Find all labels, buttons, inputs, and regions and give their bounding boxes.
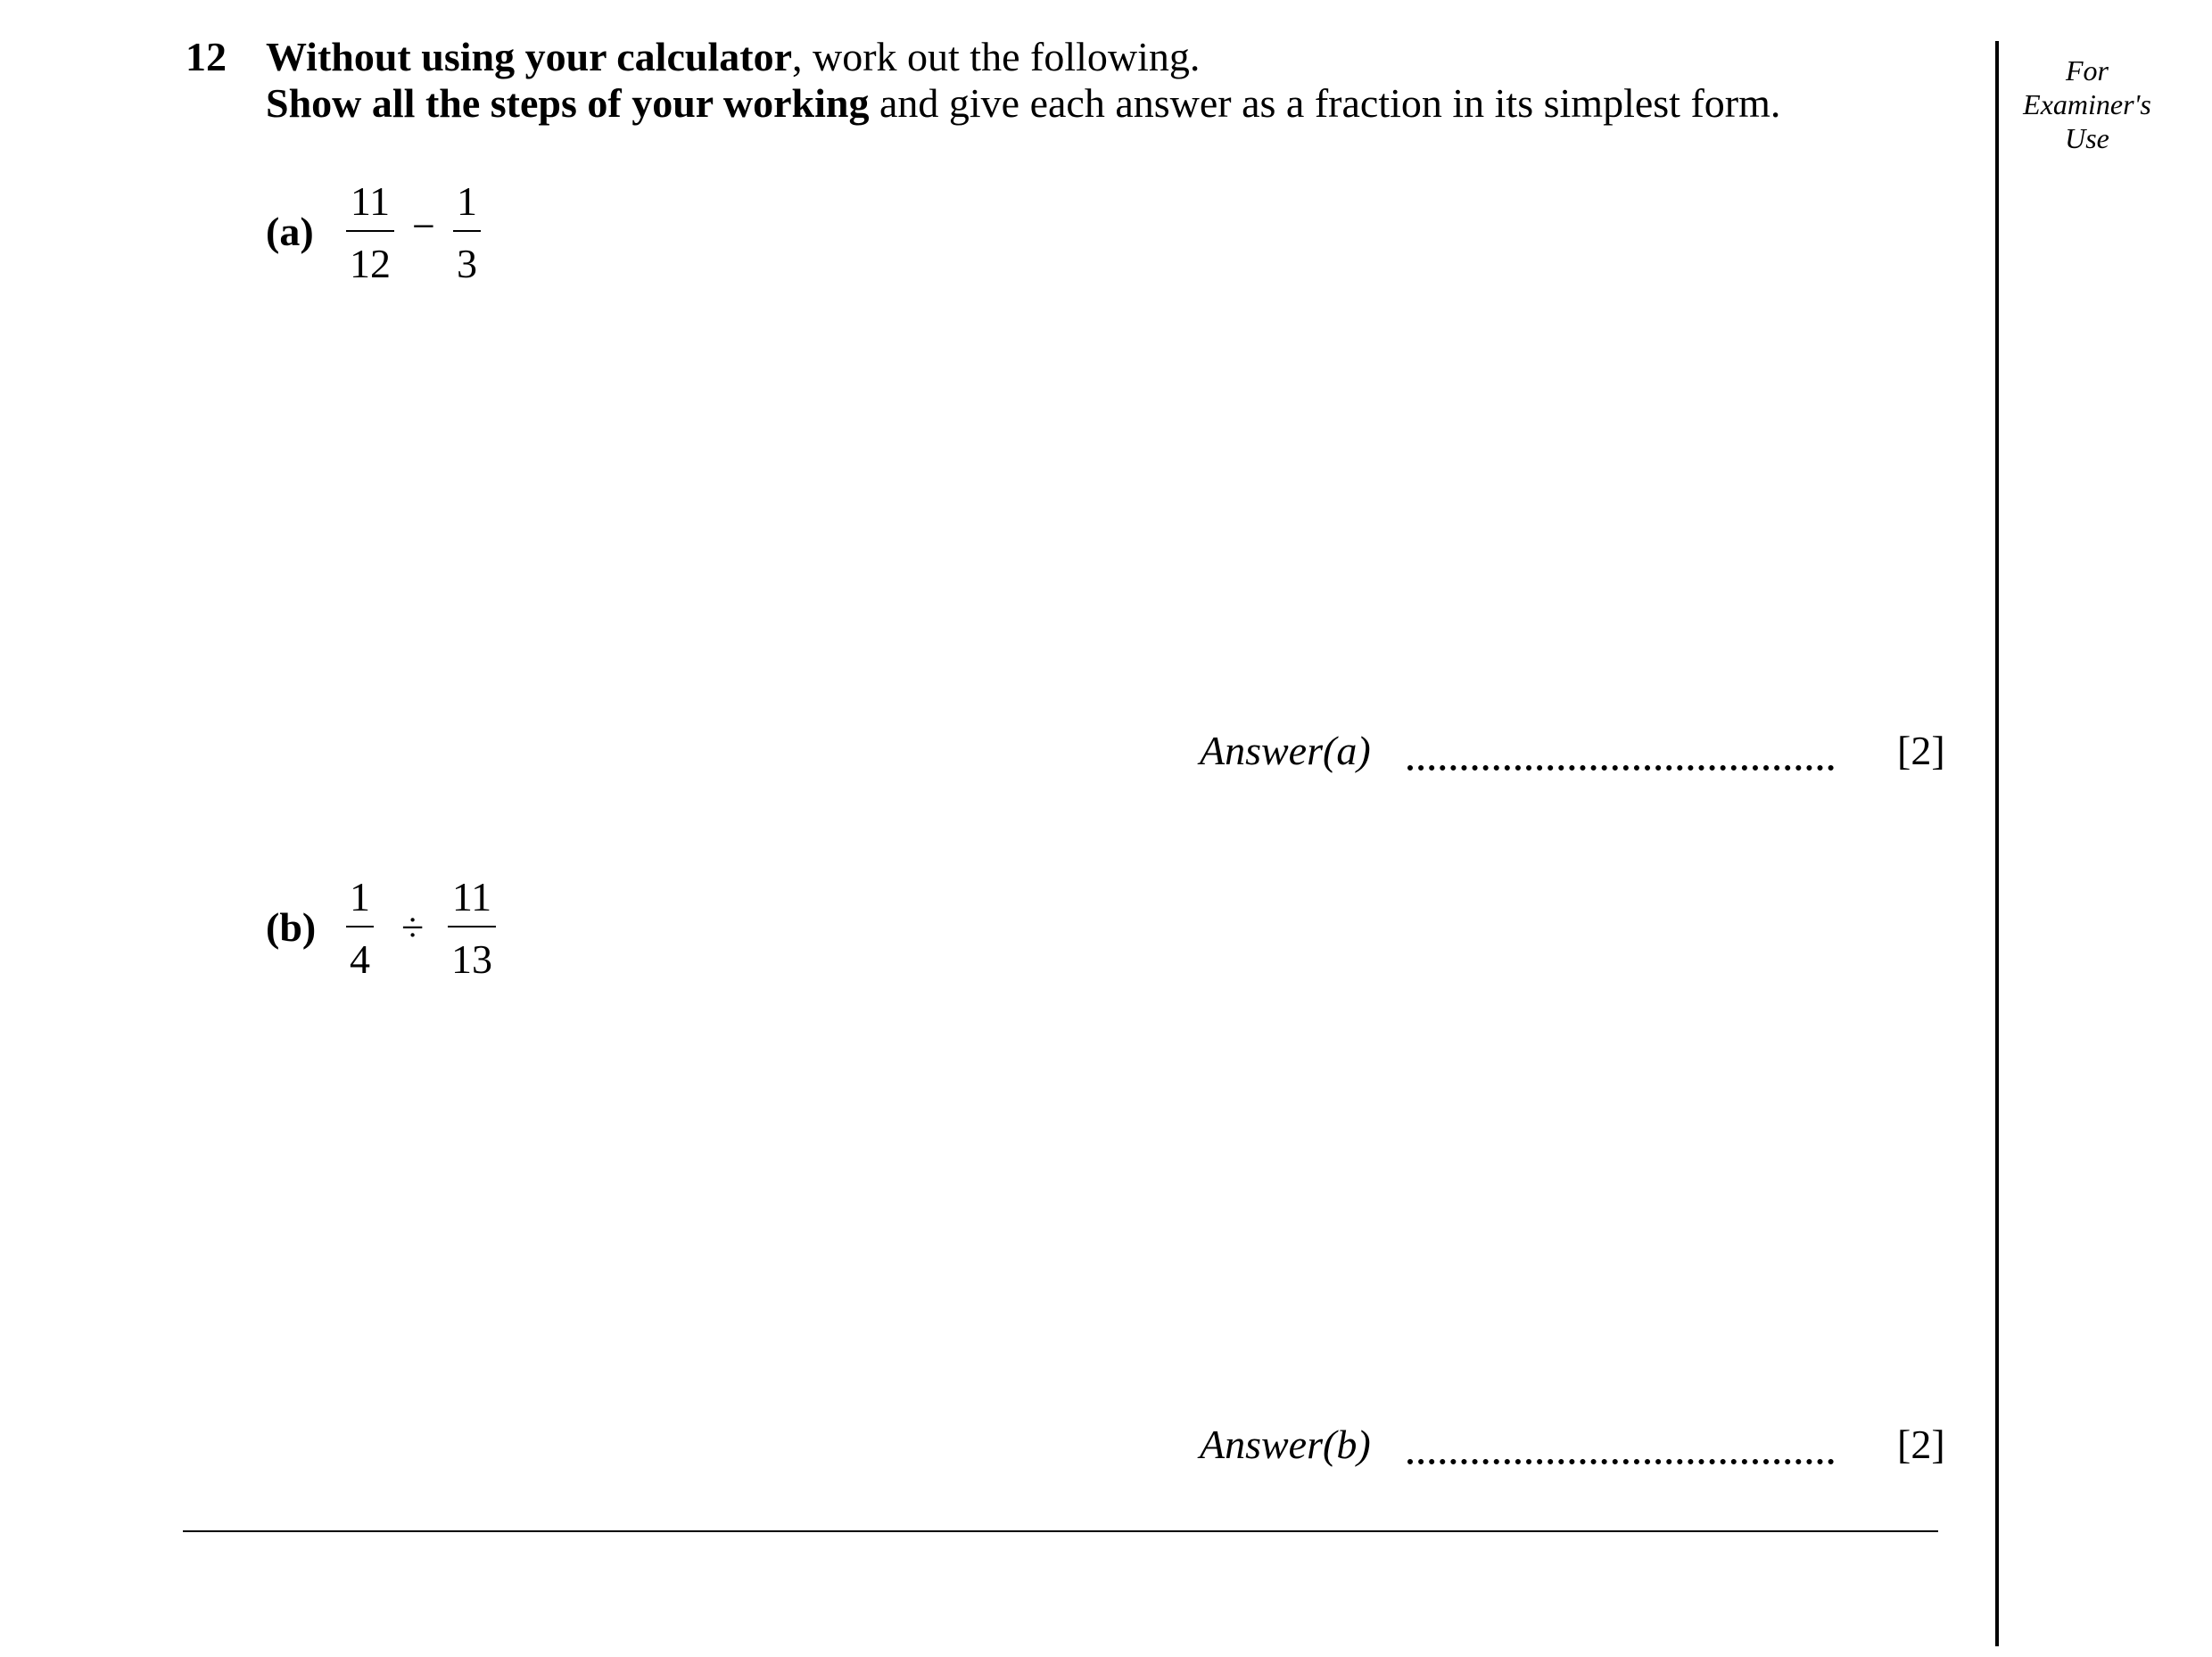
answer-a-marks: [2] <box>1897 728 1945 773</box>
examiner-label-line-1: For <box>2066 54 2109 87</box>
question-end-rule <box>183 1530 1938 1532</box>
part-a-fraction-2-denominator: 3 <box>457 241 477 286</box>
part-a-label: (a) <box>266 209 314 254</box>
instruction-1-bold: Without using your calculator <box>266 34 792 79</box>
examiner-label-line-2: Examiner's <box>2023 88 2151 120</box>
question-number: 12 <box>186 34 227 79</box>
part-b-fraction-2 <box>448 874 496 983</box>
part-b-fraction-1-numerator: 1 <box>350 874 370 919</box>
answer-a-field[interactable] <box>1407 765 1834 771</box>
part-a-fraction-1-numerator: 11 <box>350 178 391 224</box>
instruction-line-1 <box>266 34 1200 80</box>
answer-b-label: Answer(b) <box>1200 1422 1371 1467</box>
instruction-line-2 <box>266 80 1780 127</box>
part-b-fraction-2-denominator: 13 <box>451 936 492 982</box>
part-a-fraction-1 <box>346 178 394 287</box>
instruction-2-rest: and give each answer as a fraction in its simplest form. <box>869 80 1781 126</box>
examiner-use-label <box>2002 54 2172 155</box>
part-b-label: (b) <box>266 904 317 950</box>
part-b-fraction-1 <box>346 874 374 983</box>
part-b-fraction-1-denominator: 4 <box>350 936 370 982</box>
examiner-margin-rule <box>1995 41 1999 1646</box>
part-b-operator: ÷ <box>401 904 425 950</box>
instruction-2-bold: Show all the steps of your working <box>266 80 870 126</box>
answer-b-marks: [2] <box>1897 1422 1945 1467</box>
part-b-fraction-2-numerator: 11 <box>451 874 492 919</box>
instruction-1-rest: , work out the following. <box>791 34 1201 79</box>
part-a-fraction-2 <box>453 178 481 287</box>
answer-b-field[interactable] <box>1407 1459 1834 1464</box>
answer-a-label: Answer(a) <box>1200 728 1371 773</box>
part-a-fraction-1-denominator: 12 <box>350 241 391 286</box>
part-a-operator: − <box>412 203 435 249</box>
part-a-fraction-2-numerator: 1 <box>457 178 477 224</box>
examiner-label-line-3: Use <box>2065 122 2109 154</box>
